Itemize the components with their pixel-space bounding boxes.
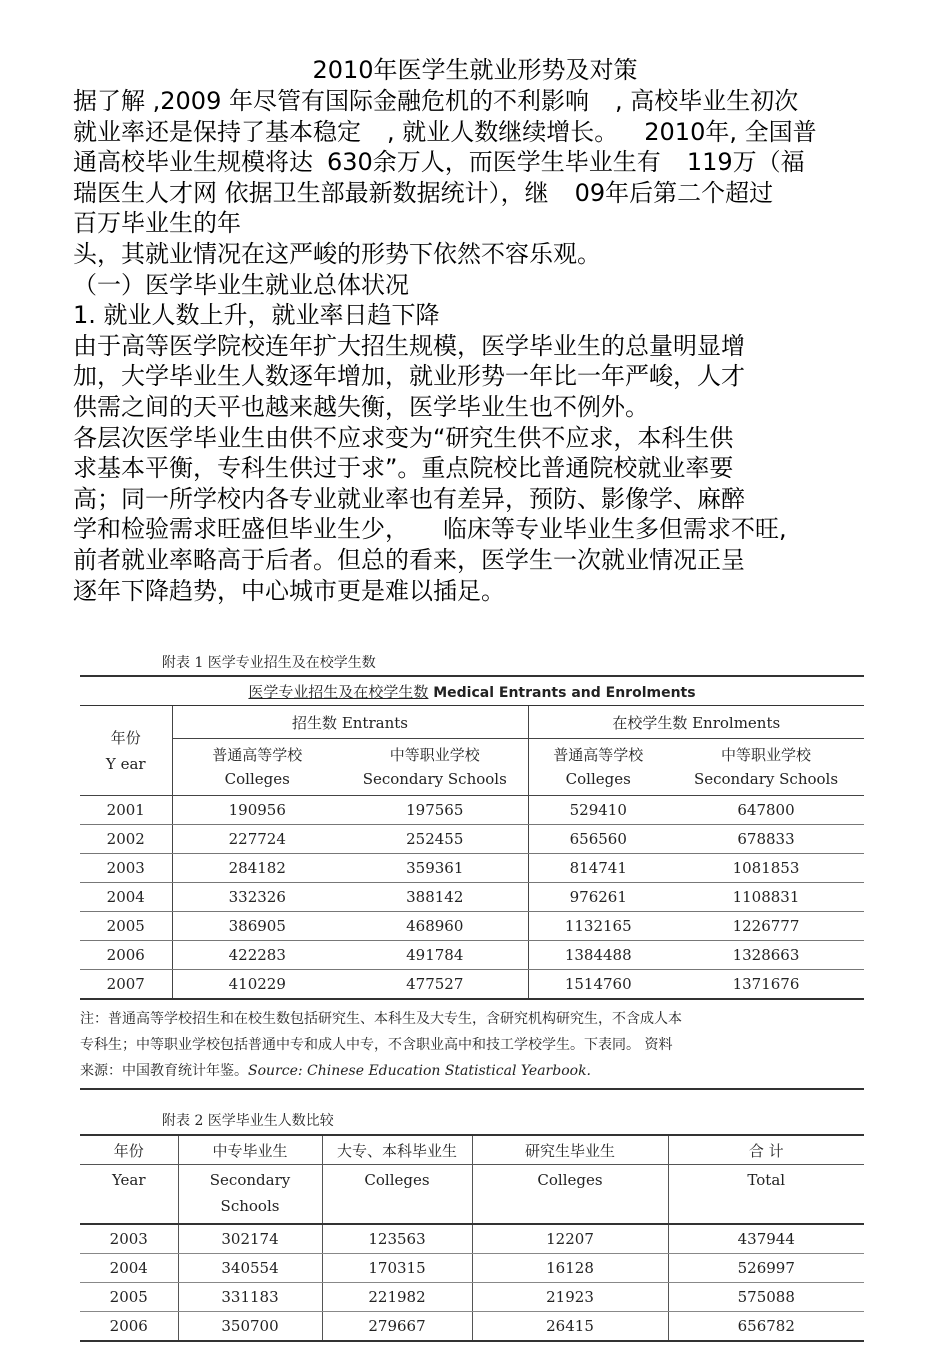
table-row [80, 883, 864, 912]
paragraph-line [73, 117, 893, 148]
paragraph-line: 前者就业率略高于后者。但总的看来，医学生一次就业情况正呈 [73, 545, 745, 574]
table1-title-cn: 医学专业招生及在校学生数 [248, 682, 429, 701]
table1-title-en: Medical Entrants and Enrolments [433, 684, 696, 701]
text-span: 瑞医生人才网 依据卫生部最新数据统计），继 [73, 178, 549, 207]
table-row [80, 825, 864, 854]
header-en: Y ear [105, 754, 146, 773]
value-cell: 16128 [472, 1254, 668, 1283]
paragraph-line [73, 178, 893, 209]
value-cell: 575088 [668, 1283, 864, 1312]
value-cell: 332326 [172, 883, 342, 912]
value-cell: 678833 [668, 825, 864, 854]
column-header: 研究生毕业生 [472, 1135, 668, 1165]
value-cell: 388142 [342, 883, 528, 912]
table1-note [80, 999, 864, 1089]
year-cell: 2002 [80, 825, 172, 854]
table1-caption: 附表 1 医学专业招生及在校学生数 [162, 655, 376, 671]
body-text [73, 86, 893, 606]
header-cn: 中等职业学校 [720, 746, 811, 764]
year-cell: 2006 [80, 1312, 178, 1342]
table1-sub-colleges [172, 739, 342, 796]
value-cell: 227724 [172, 825, 342, 854]
paragraph-line: 由于高等医学院校连年扩大招生规模，医学毕业生的总量明显增 [73, 331, 745, 360]
table1-sub-colleges [528, 739, 668, 796]
text-span: 630余万人，而医学生毕业生有 [327, 148, 661, 177]
text-span: 临床等专业毕业生多但需求不旺, [443, 515, 787, 544]
table2-body [80, 1224, 864, 1341]
table-row [80, 1312, 864, 1342]
value-cell: 647800 [668, 796, 864, 825]
value-cell: 1132165 [528, 912, 668, 941]
year-cell: 2003 [80, 1224, 178, 1254]
value-cell: 359361 [342, 854, 528, 883]
value-cell: 331183 [178, 1283, 322, 1312]
header-cn: 普通高等学校 [553, 746, 644, 764]
header-en: Colleges [565, 770, 631, 788]
value-cell: 221982 [322, 1283, 472, 1312]
table1-note-row [80, 999, 864, 1089]
note-source-en: Source: Chinese Education Statistical Yearbook. [248, 1063, 592, 1079]
table1-entrants-header: 招生数 Entrants [172, 706, 528, 739]
value-cell: 197565 [342, 796, 528, 825]
column-header-en: Total [668, 1165, 864, 1225]
column-header-en: Colleges [322, 1165, 472, 1225]
header-cn: 普通高等学校 [212, 746, 303, 764]
paragraph-line: 各层次医学毕业生由供不应求变为“研究生供不应求，本科生供 [73, 423, 734, 452]
header-en: Colleges [224, 770, 290, 788]
note-line: 专科生；中等职业学校包括普通中专和成人中专，不含职业高中和技工学校学生。下表同。 资料 [80, 1037, 673, 1053]
table1-header-row [80, 706, 864, 739]
table-row [80, 1254, 864, 1283]
table1-title-row [80, 676, 864, 706]
value-cell: 26415 [472, 1312, 668, 1342]
text-span: 119万（福 [686, 148, 805, 177]
value-cell: 123563 [322, 1224, 472, 1254]
paragraph-line [73, 514, 893, 545]
value-cell: 252455 [342, 825, 528, 854]
table1-body [80, 796, 864, 1000]
year-cell: 2005 [80, 912, 172, 941]
column-header: 年份 [80, 1135, 178, 1165]
paragraph-line: 供需之间的天平也越来越失衡，医学毕业生也不例外。 [73, 392, 649, 421]
value-cell: 190956 [172, 796, 342, 825]
value-cell: 526997 [668, 1254, 864, 1283]
value-cell: 477527 [342, 970, 528, 1000]
paragraph-line: 高；同一所学校内各专业就业率也有差异，预防、影像学、麻醉 [73, 484, 745, 513]
subsection-heading: 1. 就业人数上升，就业率日趋下降 [73, 301, 440, 330]
year-cell: 2001 [80, 796, 172, 825]
table-row [80, 941, 864, 970]
value-cell: 21923 [472, 1283, 668, 1312]
value-cell: 386905 [172, 912, 342, 941]
table1-sub-secondary [342, 739, 528, 796]
text-span: , 就业人数继续增长。 [387, 117, 619, 146]
value-cell: 491784 [342, 941, 528, 970]
value-cell: 468960 [342, 912, 528, 941]
table2-header-cn-row [80, 1135, 864, 1165]
table-row [80, 970, 864, 1000]
paragraph-line: 求基本平衡，专科生供过于求”。重点院校比普通院校就业率要 [73, 454, 734, 483]
paragraph-line: 百万毕业生的年 [73, 209, 241, 238]
column-header-en: Year [80, 1165, 178, 1225]
year-cell: 2005 [80, 1283, 178, 1312]
value-cell: 410229 [172, 970, 342, 1000]
paragraph-line: 逐年下降趋势，中心城市更是难以插足。 [73, 576, 505, 605]
value-cell: 814741 [528, 854, 668, 883]
text-span: 据了解 ,2009 年尽管有国际金融危机的不利影响 [73, 87, 589, 115]
table1-subheader-row [80, 739, 864, 796]
value-cell: 284182 [172, 854, 342, 883]
table-row [80, 1224, 864, 1254]
value-cell: 656560 [528, 825, 668, 854]
table1-sub-secondary [668, 739, 864, 796]
year-cell: 2004 [80, 883, 172, 912]
table2-caption: 附表 2 医学毕业生人数比较 [162, 1113, 334, 1129]
value-cell: 437944 [668, 1224, 864, 1254]
text-span: 09年后第二个超过 [574, 178, 774, 207]
paragraph-line: 加，大学毕业生人数逐年增加，就业形势一年比一年严峻，人才 [73, 362, 745, 391]
column-header: 中专毕业生 [178, 1135, 322, 1165]
column-header-en: Secondary Schools [178, 1165, 322, 1225]
value-cell: 656782 [668, 1312, 864, 1342]
text-span: 学和检验需求旺盛但毕业生少， [73, 515, 409, 544]
text-span: 2010年, 全国普 [644, 117, 817, 146]
value-cell: 302174 [178, 1224, 322, 1254]
text-span: , 高校毕业生初次 [614, 87, 799, 115]
note-line: 注：普通高等学校招生和在校生数包括研究生、本科生及大专生，含研究机构研究生，不含成人本 [80, 1011, 682, 1027]
value-cell: 1514760 [528, 970, 668, 1000]
value-cell: 1108831 [668, 883, 864, 912]
table2-graduates [80, 1134, 864, 1342]
column-header-en: Colleges [472, 1165, 668, 1225]
value-cell: 1384488 [528, 941, 668, 970]
table1-entrants-enrolments [80, 675, 864, 1090]
table-row [80, 796, 864, 825]
note-line [80, 1058, 864, 1084]
note-source-cn: 来源：中国教育统计年鉴。 [80, 1063, 248, 1079]
year-cell: 2006 [80, 941, 172, 970]
year-cell: 2007 [80, 970, 172, 1000]
value-cell: 1081853 [668, 854, 864, 883]
section-heading: （一）医学毕业生就业总体状况 [73, 270, 409, 299]
text-span: 通高校毕业生规模将达 [73, 148, 313, 177]
value-cell: 422283 [172, 941, 342, 970]
column-header: 大专、本科毕业生 [322, 1135, 472, 1165]
document-title: 2010年医学生就业形势及对策 [312, 56, 638, 84]
year-cell: 2003 [80, 854, 172, 883]
value-cell: 350700 [178, 1312, 322, 1342]
column-header: 合 计 [668, 1135, 864, 1165]
value-cell: 1328663 [668, 941, 864, 970]
table1-title [80, 676, 864, 706]
value-cell: 1371676 [668, 970, 864, 1000]
text-span: 就业率还是保持了基本稳定 [73, 117, 361, 146]
header-cn: 中等职业学校 [389, 746, 480, 764]
year-cell: 2004 [80, 1254, 178, 1283]
table1-year-header [80, 706, 172, 796]
value-cell: 529410 [528, 796, 668, 825]
value-cell: 170315 [322, 1254, 472, 1283]
table-row [80, 912, 864, 941]
value-cell: 340554 [178, 1254, 322, 1283]
paragraph-line [73, 86, 893, 117]
header-en: Secondary Schools [693, 770, 839, 788]
value-cell: 279667 [322, 1312, 472, 1342]
table2-header-en-row [80, 1165, 864, 1225]
value-cell: 1226777 [668, 912, 864, 941]
header-cn: 年份 [110, 728, 141, 747]
value-cell: 12207 [472, 1224, 668, 1254]
paragraph-line: 头，其就业情况在这严峻的形势下依然不容乐观。 [73, 239, 601, 268]
value-cell: 976261 [528, 883, 668, 912]
header-en: Secondary Schools [362, 770, 507, 788]
paragraph-line [73, 147, 893, 178]
table-row [80, 1283, 864, 1312]
table1-enrolments-header: 在校学生数 Enrolments [528, 706, 864, 739]
table-row [80, 854, 864, 883]
